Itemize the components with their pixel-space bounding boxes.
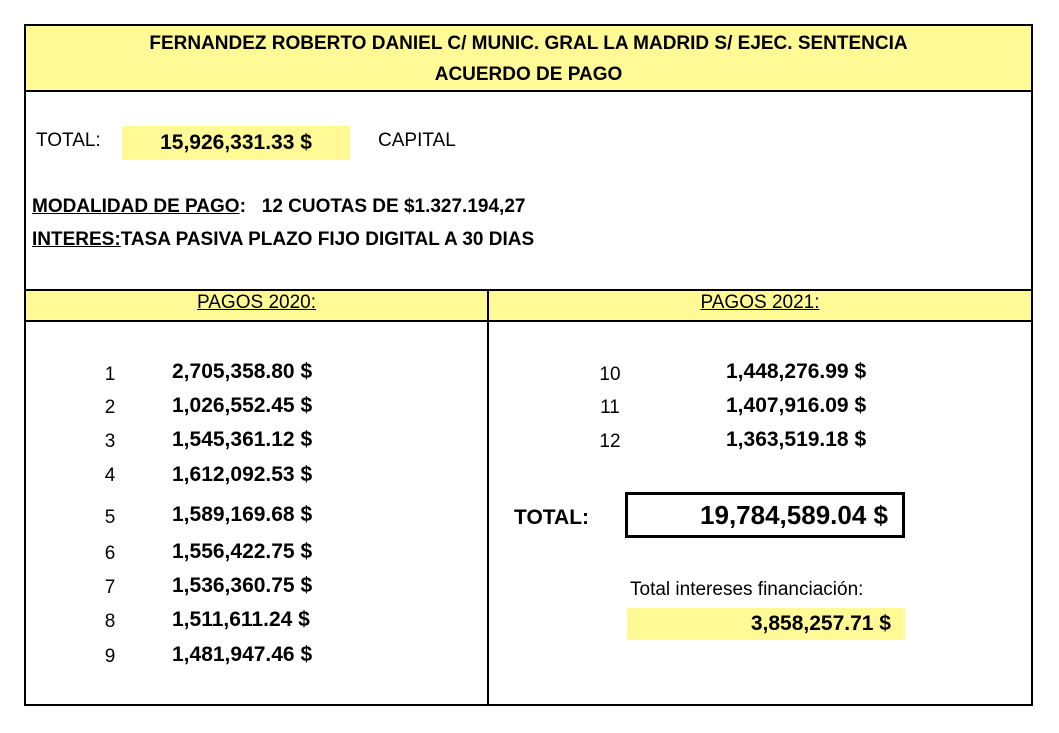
installment-number: 5 xyxy=(104,507,116,528)
payment-mode-value: 12 CUOTAS DE $1.327.194,27 xyxy=(261,196,526,217)
payments-2021-title: PAGOS 2021: xyxy=(700,292,820,313)
interest-value: TASA PASIVA PLAZO FIJO DIGITAL A 30 DIAS xyxy=(120,229,535,250)
installment-number: 9 xyxy=(104,646,116,667)
payments-2020-title: PAGOS 2020: xyxy=(197,292,316,313)
installment-amount: 1,448,276.99 $ xyxy=(726,360,867,383)
interest-label: INTERES xyxy=(32,229,115,250)
interest-colon: : xyxy=(114,229,121,250)
installment-amount: 1,026,552.45 $ xyxy=(172,394,313,417)
installment-number: 7 xyxy=(104,577,116,598)
installment-amount: 1,511,611.24 $ xyxy=(172,608,310,631)
installment-amount: 1,556,422.75 $ xyxy=(172,540,313,563)
installment-number: 12 xyxy=(599,431,621,452)
grand-total-value: 19,784,589.04 $ xyxy=(625,492,905,538)
installment-amount: 2,705,358.80 $ xyxy=(172,360,313,383)
capital-total-value: 15,926,331.33 $ xyxy=(122,126,350,160)
capital-label: CAPITAL xyxy=(378,130,456,151)
interest-total-value: 3,858,257.71 $ xyxy=(627,608,905,640)
installment-number: 1 xyxy=(104,364,116,385)
case-title: FERNANDEZ ROBERTO DANIEL C/ MUNIC. GRAL LA MADRID S/ EJEC. SENTENCIA xyxy=(149,33,908,54)
interest-line xyxy=(32,229,534,251)
installment-amount: 1,545,361.12 $ xyxy=(172,428,313,451)
payment-mode-label: MODALIDAD DE PAGO xyxy=(32,196,240,217)
installment-number: 8 xyxy=(104,611,116,632)
installment-number: 11 xyxy=(600,397,620,418)
installment-number: 6 xyxy=(104,543,116,564)
grand-total-label: TOTAL: xyxy=(514,506,590,529)
installment-amount: 1,407,916.09 $ xyxy=(726,394,867,417)
installment-amount: 1,536,360.75 $ xyxy=(172,574,313,597)
installment-number: 2 xyxy=(104,397,116,418)
installment-amount: 1,589,169.68 $ xyxy=(172,503,313,526)
installment-number: 10 xyxy=(599,364,621,385)
payment-mode-colon: : xyxy=(239,196,246,217)
installment-amount: 1,363,519.18 $ xyxy=(726,428,867,451)
installment-number: 3 xyxy=(104,431,116,452)
interest-total-label: Total intereses financiación: xyxy=(630,579,864,600)
capital-total-label: TOTAL: xyxy=(36,130,101,151)
payment-mode-line xyxy=(32,196,525,218)
installment-amount: 1,481,947.46 $ xyxy=(172,643,313,666)
installment-number: 4 xyxy=(104,465,116,486)
installment-amount: 1,612,092.53 $ xyxy=(172,463,313,486)
payment-agreement-sheet xyxy=(24,24,1033,706)
column-divider xyxy=(487,289,489,706)
agreement-title: ACUERDO DE PAGO xyxy=(434,64,623,85)
document-header xyxy=(26,26,1031,92)
